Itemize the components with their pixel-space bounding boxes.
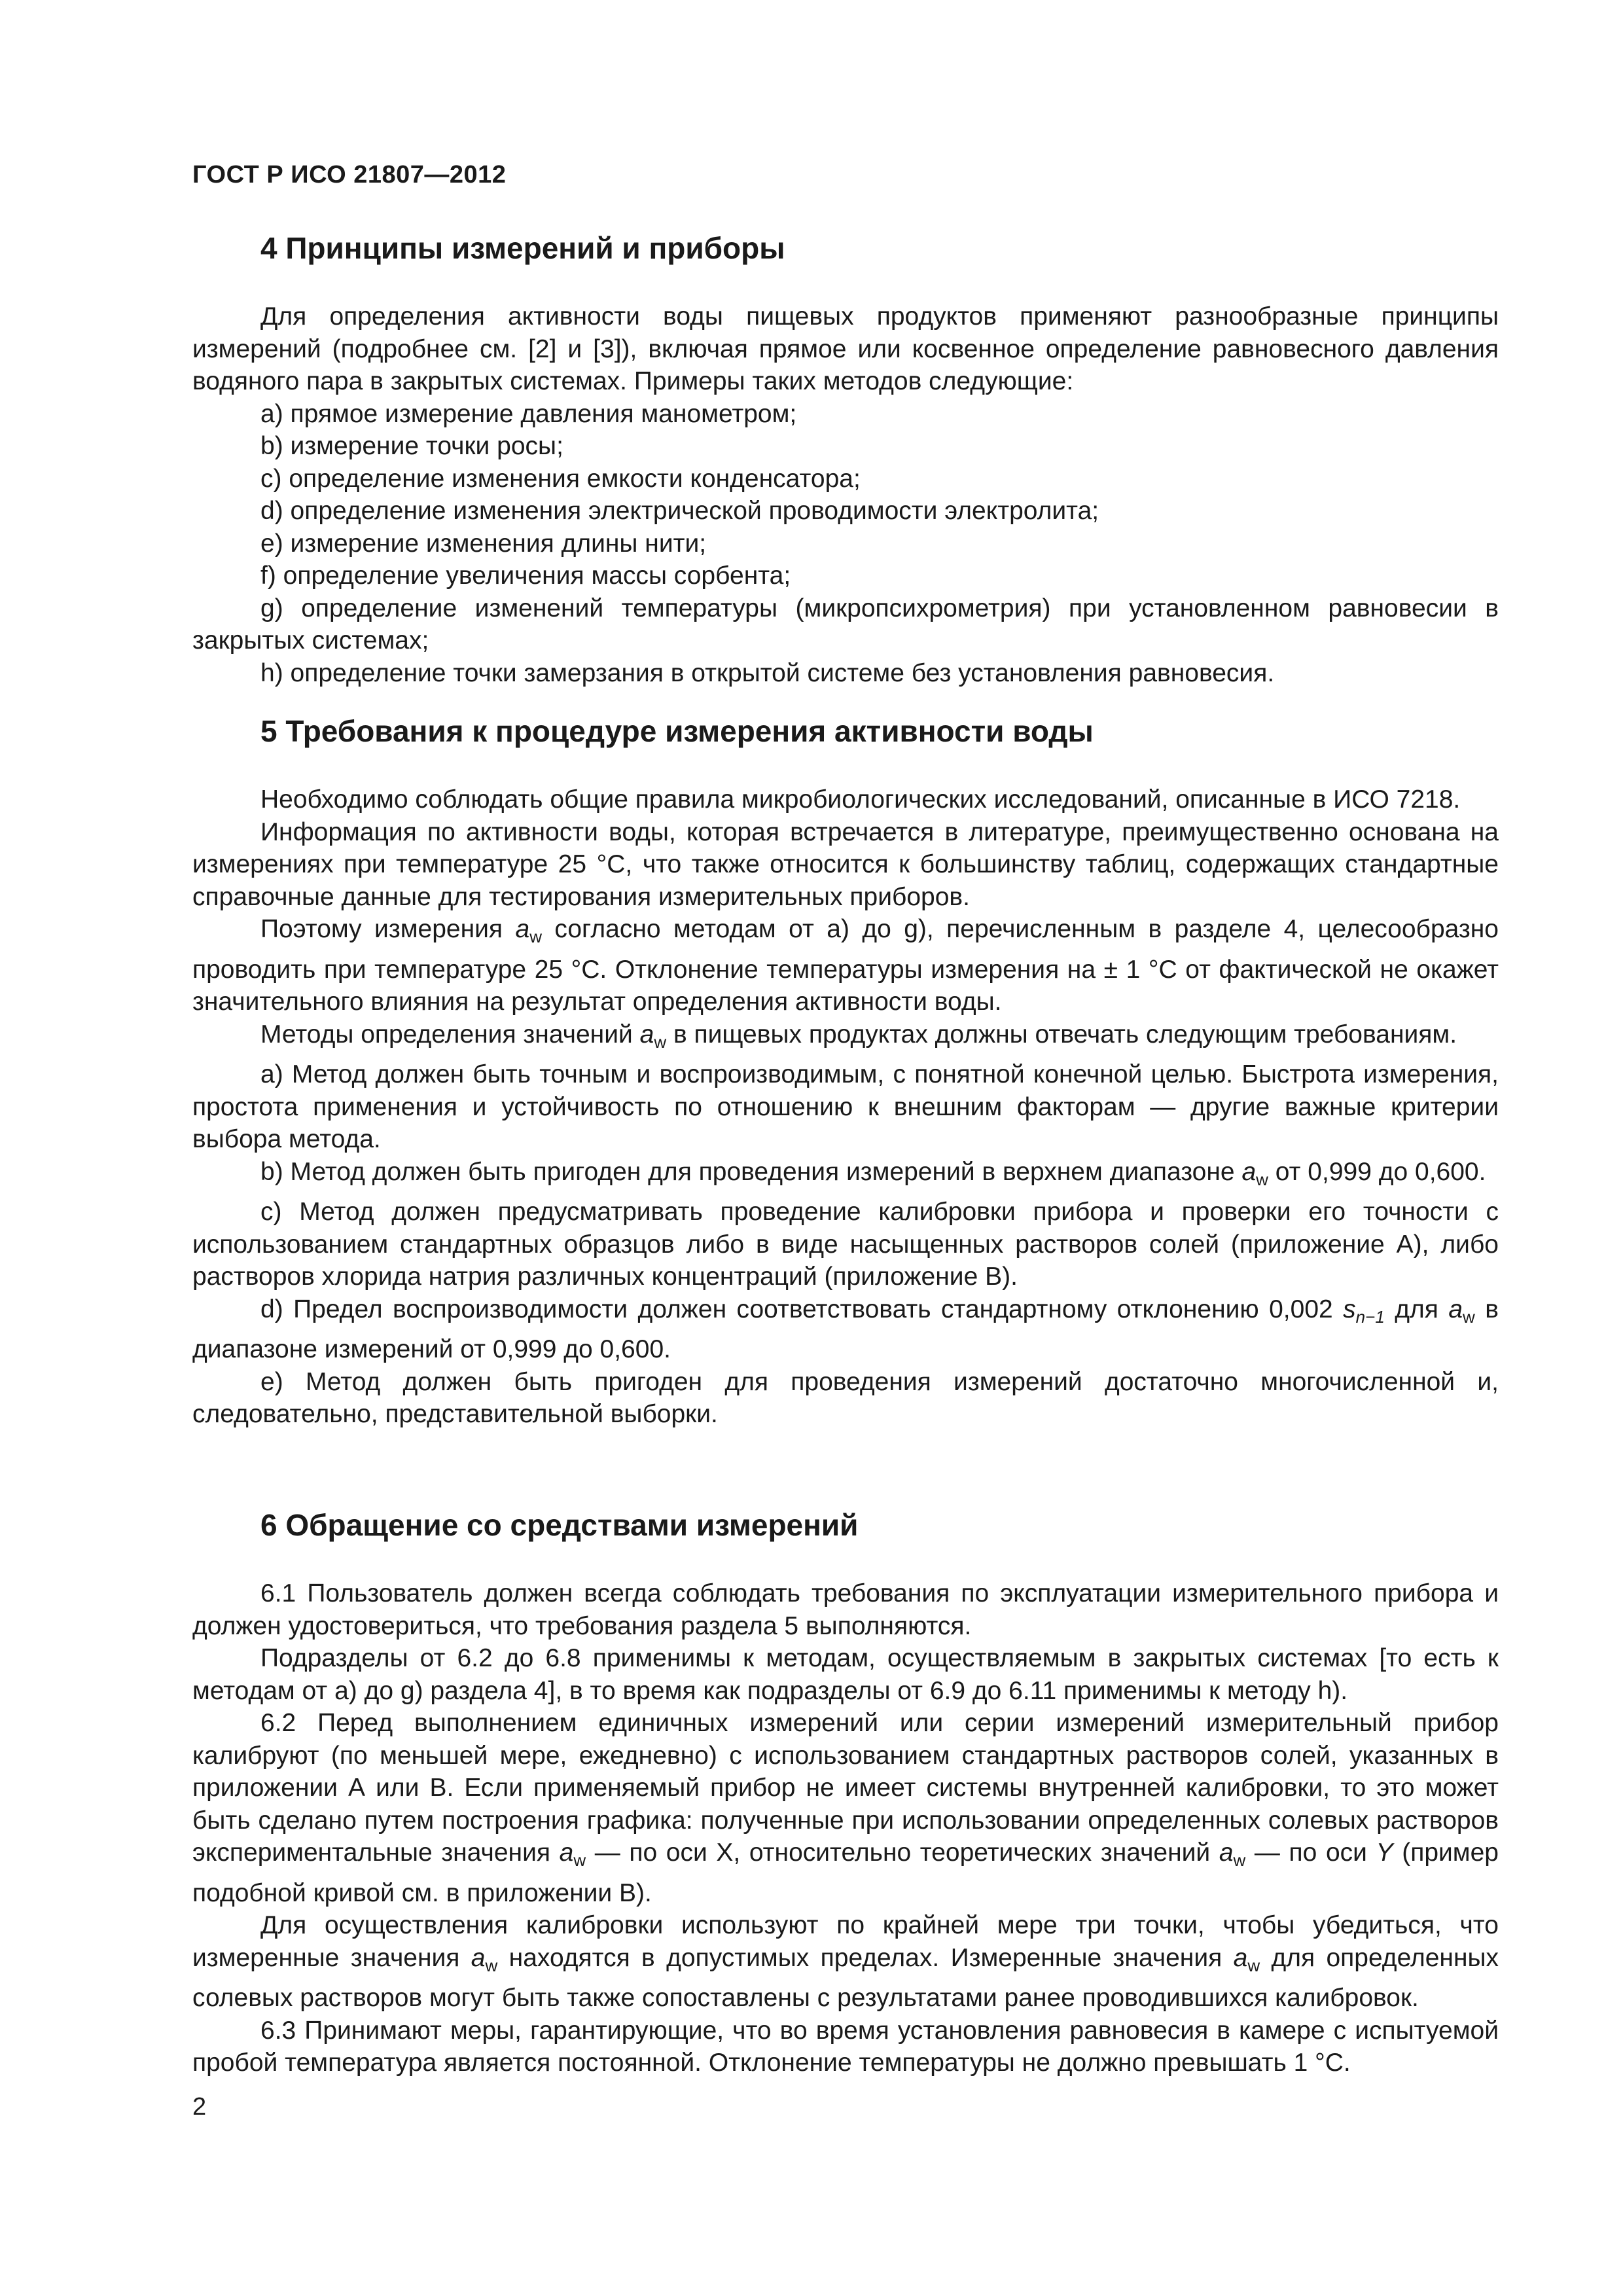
section-5-paragraph: Поэтому измерения $a_w$ согласно методам от а) до g), перечисленным в разделе 4, целесообразно проводить при температуре 25 °С. Отклонение температуры измерения на ± 1 °С от фактической не окажет значительного влияния на результат определения активности воды. [192,915,1499,1016]
list-item-h: h) определение точки замерзания в открытой системе без установления равновесия. [260,658,1275,687]
section-4 [192,230,1499,689]
requirement-d: d) Предел воспроизводимости должен соответствовать стандартному отклонению 0,002 $s_{n-1}$ для $a_w$ в диапазоне измерений от 0,999 до 0,600. [192,1295,1499,1364]
list-item-g: g) определение изменений температуры (микропсихрометрия) при установленном равновесии в закрытых системах; [192,594,1499,655]
clause-6-3: 6.3 Принимают меры, гарантирующие, что во время установления равновесия в камере с испытуемой пробой температура является постоянной. Отклонение температуры не должно превышать 1 °С. [192,2016,1499,2077]
requirement-a: а) Метод должен быть точным и воспроизводимым, с понятной конечной целью. Быстрота измерения, простота применения и устойчивость по отношению к внешним факторам — другие важные критерии выбора метода. [192,1060,1499,1154]
section-5-title: 5 Требования к процедуре измерения активности воды [260,714,1094,748]
section-6-paragraph: Для осуществления калибровки используют по крайней мере три точки, чтобы убедиться, что измеренные значения $a_w$ находятся в допустимых пределах. Измеренные значения $a_w$ для определенных солевых растворов могут быть также сопоставлены с результатами ранее проводившихся калибровок. [192,1911,1499,2013]
section-6 [192,1507,1499,2079]
clause-6-1: 6.1 Пользователь должен всегда соблюдать требования по эксплуатации измерительного прибора и должен удостовериться, что требования раздела 5 выполняются. [192,1579,1499,1640]
list-item-f: f) определение увеличения массы сорбента; [260,562,791,590]
requirement-e: e) Метод должен быть пригоден для проведения измерений достаточно многочисленной и, следовательно, представительной выборки. [192,1367,1499,1429]
list-item-b: b) измерение точки росы; [260,432,563,461]
list-item-c: c) определение изменения емкости конденсатора; [260,464,861,493]
section-4-intro: Для определения активности воды пищевых продуктов применяют разнообразные принципы измерений (подробнее см. [2] и [3]), включая прямое или косвенное определение равновесного давления водяного пара в закрытых системах. Примеры таких методов следующие: [192,302,1499,396]
section-6-title: 6 Обращение со средствами измерений [260,1508,859,1542]
list-item-a: a) прямое измерение давления манометром; [260,399,797,428]
clause-6-2: 6.2 Перед выполнением единичных измерений или серии измерений измерительный прибор калибруют (по меньшей мере, ежедневно) с использованием стандартных растворов солей, указанных в приложении А или В. Если применяемый прибор не имеет системы внутренней калибровки, то это может быть сделано путем построения графика: полученные при использовании определенных солевых растворов экспериментальные значения $a_w$ — по оси X, относительно теоретических значений $a_w$ — по оси Y (пример подобной кривой см. в приложении В). [192,1709,1499,1907]
section-6-paragraph: Подразделы от 6.2 до 6.8 применимы к методам, осуществляемым в закрытых системах [то есть к методам от а) до g) раздела 4], в то время как подразделы от 6.9 до 6.11 применимы к методу h). [192,1644,1499,1705]
requirement-c: c) Метод должен предусматривать проведение калибровки прибора и проверки его точности с использованием стандартных образцов либо в виде насыщенных растворов солей (приложение А), либо растворов хлорида натрия различных концентраций (приложение В). [192,1198,1499,1291]
section-4-title: 4 Принципы измерений и приборы [260,231,785,265]
requirement-b: b) Метод должен быть пригоден для проведения измерений в верхнем диапазоне $a_w$ от 0,999 до 0,600. [260,1157,1486,1189]
section-5 [192,713,1499,1431]
section-5-paragraph: Методы определения значений $a_w$ в пищевых продуктах должны отвечать следующим требованиям. [260,1020,1457,1052]
page-number: 2 [192,2093,207,2121]
section-5-paragraph: Необходимо соблюдать общие правила микробиологических исследований, описанные в ИСО 7218. [260,785,1461,814]
list-item-e: e) измерение изменения длины нити; [260,529,707,558]
list-item-d: d) определение изменения электрической проводимости электролита; [260,497,1099,526]
section-5-paragraph: Информация по активности воды, которая встречается в литературе, преимущественно основана на измерениях при температуре 25 °С, что также относится к большинству таблиц, содержащих стандартные справочные данные для тестирования измерительных приборов. [192,817,1499,911]
document-code: ГОСТ Р ИСО 21807—2012 [192,161,507,188]
